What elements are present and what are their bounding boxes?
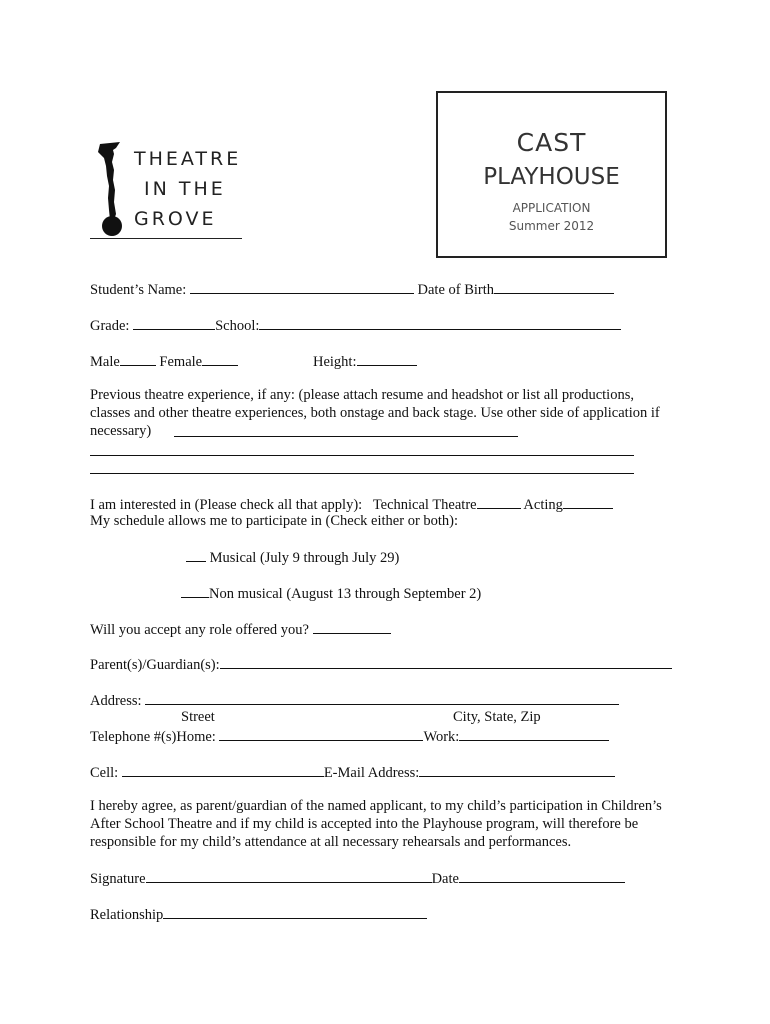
experience-text [90, 386, 670, 440]
school-field[interactable] [259, 315, 621, 330]
acting-field[interactable] [563, 494, 613, 509]
address-row [90, 690, 619, 710]
email-label: E-Mail Address: [323, 765, 420, 781]
signature-row [90, 868, 625, 888]
experience-field-2[interactable] [90, 455, 634, 456]
header-title-2: PLAYHOUSE [483, 164, 620, 190]
logo-line-3: GROVE [134, 208, 217, 230]
height-field[interactable] [357, 351, 417, 366]
logo-line-1: THEATRE [134, 148, 242, 170]
header-title-1: CAST [516, 128, 587, 157]
role-label: Will you accept any role offered you? [90, 622, 309, 638]
role-field[interactable] [313, 619, 391, 634]
male-field[interactable] [120, 351, 156, 366]
guardian-label: Parent(s)/Guardian(s): [90, 657, 220, 673]
interest-row [90, 494, 613, 514]
musical-row [186, 547, 399, 567]
telephone-field[interactable] [219, 726, 423, 741]
relationship-row [90, 904, 427, 924]
email-field[interactable] [419, 762, 615, 777]
experience-field-3[interactable] [90, 473, 634, 474]
logo-line-2: IN THE [144, 178, 226, 200]
signature-field[interactable] [146, 868, 432, 883]
male-label: Male [90, 354, 120, 370]
nonmusical-row [181, 583, 481, 603]
header-box [436, 91, 667, 258]
header-season: Summer 2012 [508, 219, 595, 233]
school-label: School: [215, 318, 260, 334]
acting-label: Acting [523, 497, 563, 513]
address-label: Address: [90, 693, 142, 709]
gender-row [90, 351, 238, 371]
height-label: Height: [313, 354, 357, 370]
work-field[interactable] [459, 726, 609, 741]
experience-paragraph: Previous theatre experience, if any: (please attach resume and headshot or list all productions, classes and other theatre experiences, both onstage and back stage. Use other side of application if necessary) [90, 387, 660, 439]
relationship-field[interactable] [163, 904, 427, 919]
schedule-label: My schedule allows me to participate in (Check either or both): [90, 513, 459, 529]
dob-field[interactable] [494, 279, 614, 294]
technical-label: Technical Theatre [372, 497, 477, 513]
cell-row [90, 762, 615, 782]
date-field[interactable] [459, 868, 625, 883]
address-field[interactable] [145, 690, 619, 705]
female-label: Female [159, 354, 203, 370]
female-field[interactable] [202, 351, 238, 366]
theatre-logo [88, 140, 248, 245]
student-name-label: Student’s Name: [90, 282, 187, 298]
role-row [90, 619, 391, 639]
date-label: Date [431, 871, 459, 887]
agreement-paragraph: I hereby agree, as parent/guardian of the named applicant, to my child’s participation in Children’s After School Theatre and if my child is accepted into the Playhouse program, will therefore be responsible for my child’s attendance at all necessary rehearsals and performances. [90, 798, 662, 850]
height-row [313, 351, 417, 371]
telephone-label: Telephone #(s)Home: [90, 729, 216, 745]
cell-label: Cell: [90, 765, 119, 781]
nonmusical-label: Non musical (August 13 through September 2) [209, 586, 482, 602]
musical-label: Musical (July 9 through July 29) [209, 550, 400, 566]
figure-icon [92, 140, 132, 240]
grade-label: Grade: [90, 318, 130, 334]
header-subtitle: APPLICATION [512, 201, 591, 215]
work-label: Work: [423, 729, 460, 745]
grade-field[interactable] [133, 315, 215, 330]
student-row [90, 279, 614, 299]
city-label: City, State, Zip [453, 709, 541, 725]
nonmusical-checkbox[interactable] [181, 583, 209, 598]
guardian-field[interactable] [220, 654, 672, 669]
technical-field[interactable] [477, 494, 521, 509]
grade-row [90, 315, 621, 335]
musical-checkbox[interactable] [186, 547, 206, 562]
dob-label: Date of Birth [417, 282, 495, 298]
agreement-text [90, 797, 690, 851]
logo-underline [90, 238, 242, 239]
guardian-row [90, 654, 672, 674]
relationship-label: Relationship [90, 907, 164, 923]
experience-field-1[interactable] [174, 436, 518, 437]
interest-label: I am interested in (Please check all that apply): [90, 497, 363, 513]
street-label: Street [181, 709, 215, 725]
signature-label: Signature [90, 871, 146, 887]
telephone-row [90, 726, 609, 746]
student-name-field[interactable] [190, 279, 414, 294]
cell-field[interactable] [122, 762, 324, 777]
